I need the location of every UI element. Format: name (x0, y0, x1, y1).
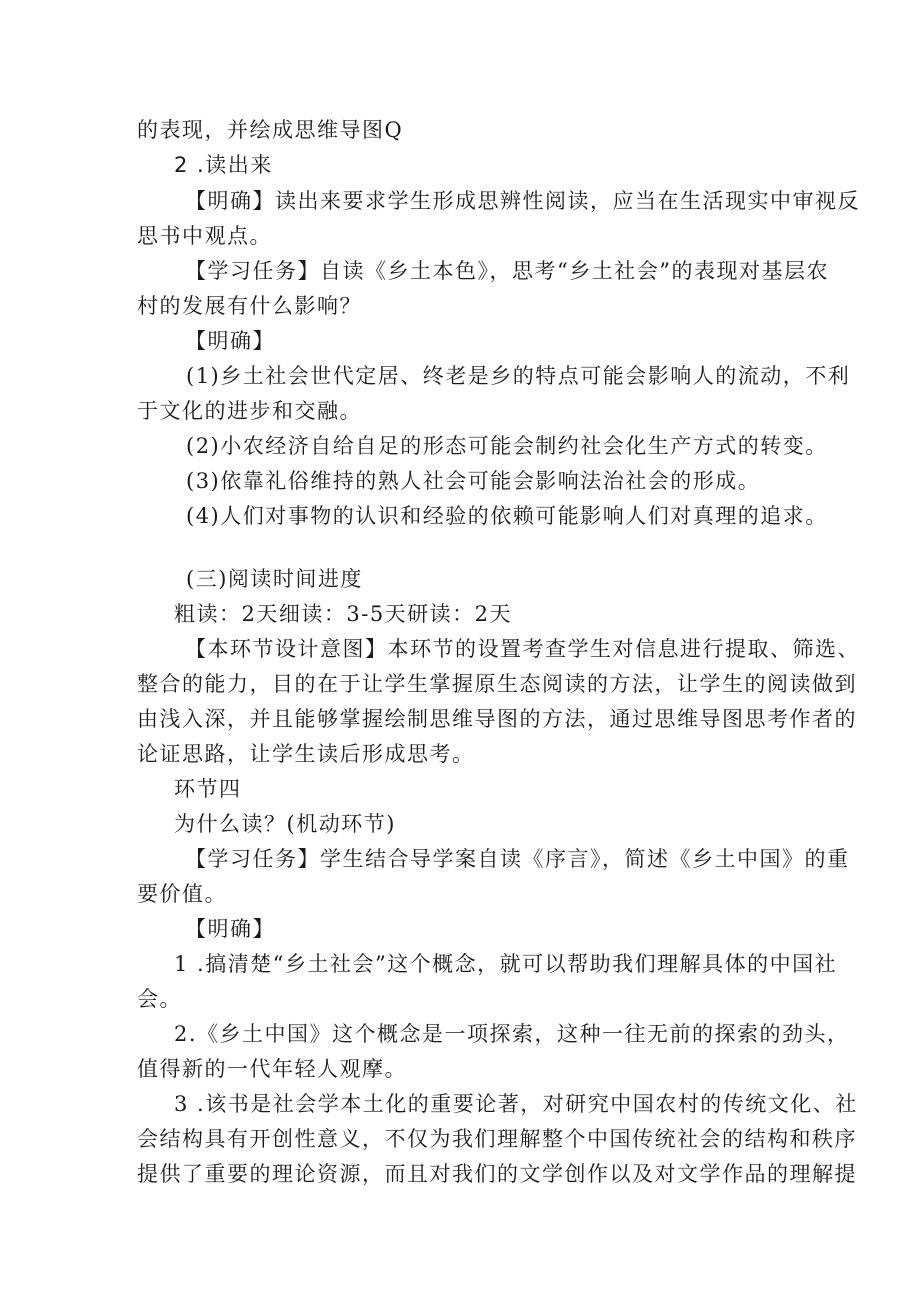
list-item: (3)依靠礼俗维持的熟人社会可能会影响法治社会的形成。 (186, 469, 761, 493)
text-line: 思书中观点。 (137, 224, 272, 248)
text-line: 由浅入深，并且能够掌握绘制思维导图的方法，通过思维导图思考作者的 (137, 707, 857, 731)
text-line: 【学习任务】学生结合导学案自读《序言》，简述《乡土中国》的重 (185, 847, 850, 871)
text-line: 提供了重要的理论资源，而且对我们的文学创作以及对文学作品的理解提 (137, 1162, 857, 1186)
text-line: 的表现，并绘成思维导图Q (137, 118, 404, 142)
list-item: (4)人们对事物的认识和经验的依赖可能影响人们对真理的追求。 (186, 504, 828, 528)
list-item: 2.《乡土中国》这个概念是一项探索，这种一往无前的探索的劲头， (174, 1022, 850, 1046)
text-line: 【明确】读出来要求学生形成思辨性阅读，应当在生活现实中审视反 (185, 189, 860, 213)
text-line: 【明确】 (185, 329, 275, 353)
list-item: 1 .搞清楚“乡土社会”这个概念，就可以帮助我们理解具体的中国社 (174, 952, 838, 976)
list-item: 3 .该书是社会学本土化的重要论著，对研究中国农村的传统文化、社 (174, 1092, 858, 1116)
text-line: 粗读：2天细读：3-5天研读：2天 (174, 602, 513, 626)
list-item: (1)乡土社会世代定居、终老是乡的特点可能会影响人的流动，不利 (186, 364, 851, 388)
section-heading: 2 .读出来 (174, 153, 273, 177)
text-line: 【明确】 (185, 917, 275, 941)
section-heading: (三)阅读时间进度 (186, 567, 363, 591)
section-heading: 环节四 (174, 777, 242, 801)
text-line: 于文化的进步和交融。 (137, 399, 362, 423)
text-line: 会。 (137, 987, 182, 1011)
text-line: 村的发展有什么影响？ (137, 294, 362, 318)
text-line: 【学习任务】自读《乡土本色》，思考“乡土社会”的表现对基层农 (185, 259, 829, 283)
text-line: 整合的能力，目的在于让学生掌握原生态阅读的方法，让学生的阅读做到 (137, 672, 857, 696)
text-line: 要价值。 (137, 882, 227, 906)
text-line: 论证思路，让学生读后形成思考。 (137, 742, 475, 766)
section-heading: 为什么读？(机动环节) (174, 812, 396, 836)
text-line: 值得新的一代年轻人观摩。 (137, 1057, 407, 1081)
list-item: (2)小农经济自给自足的形态可能会制约社会化生产方式的转变。 (186, 434, 828, 458)
text-line: 会结构具有开创性意义，不仅为我们理解整个中国传统社会的结构和秩序 (137, 1127, 857, 1151)
text-line: 【本环节设计意图】本环节的设置考查学生对信息进行提取、筛选、 (185, 637, 860, 661)
